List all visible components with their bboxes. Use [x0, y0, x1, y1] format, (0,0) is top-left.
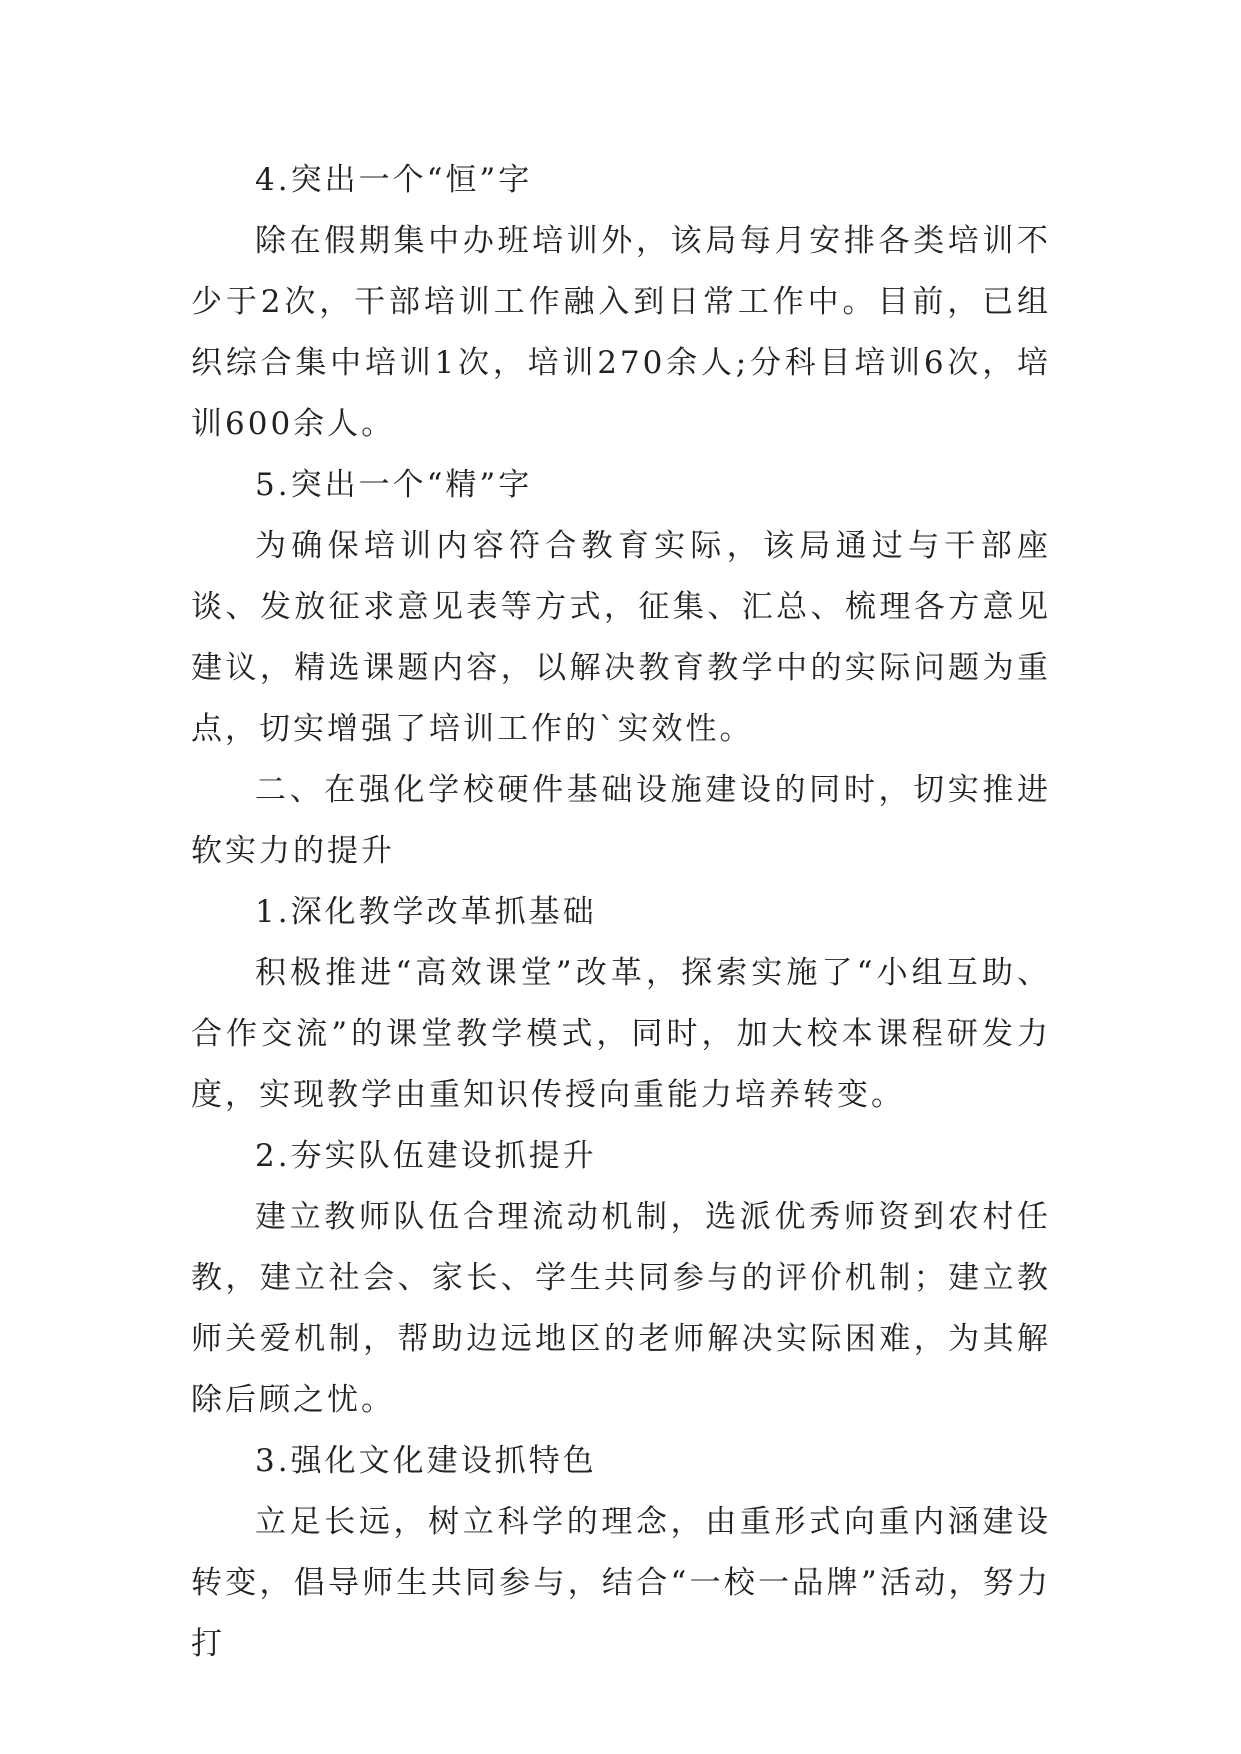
subsection-heading-teaching-reform: 1.深化教学改革抓基础: [255, 894, 597, 930]
paragraph-efficient-classroom: 积极推进“高效课堂”改革，探索实施了“小组互助、合作交流”的课堂教学模式，同时，加大校本课程研发力度，实现教学由重知识传授向重能力培养转变。: [191, 955, 1051, 1113]
paragraph-training-content: 为确保培训内容符合教育实际，该局通过与干部座谈、发放征求意见表等方式，征集、汇总、梳理各方意见建议，精选课题内容，以解决教育教学中的实际问题为重点，切实增强了培训工作的`实效性。: [191, 528, 1051, 747]
section-heading-heng: 4.突出一个“恒”字: [255, 162, 533, 198]
document-body: [191, 150, 1051, 1675]
paragraph-training-schedule: 除在假期集中办班培训外，该局每月安排各类培训不少于2次，干部培训工作融入到日常工作中。目前，已组织综合集中培训1次，培训270余人;分科目培训6次，培训600余人。: [191, 223, 1051, 442]
subsection-heading-team-building: 2.夯实队伍建设抓提升: [255, 1138, 597, 1174]
subsection-heading-culture: 3.强化文化建设抓特色: [255, 1443, 597, 1479]
paragraph-culture-building: 立足长远，树立科学的理念，由重形式向重内涵建设转变，倡导师生共同参与，结合“一校一品牌”活动，努力打: [191, 1504, 1051, 1662]
paragraph-teacher-mechanism: 建立教师队伍合理流动机制，选派优秀师资到农村任教，建立社会、家长、学生共同参与的评价机制；建立教师关爱机制，帮助边远地区的老师解决实际困难，为其解除后顾之忧。: [191, 1199, 1051, 1418]
section-heading-soft-power: 二、在强化学校硬件基础设施建设的同时，切实推进软实力的提升: [191, 772, 1051, 869]
section-heading-jing: 5.突出一个“精”字: [255, 467, 533, 503]
